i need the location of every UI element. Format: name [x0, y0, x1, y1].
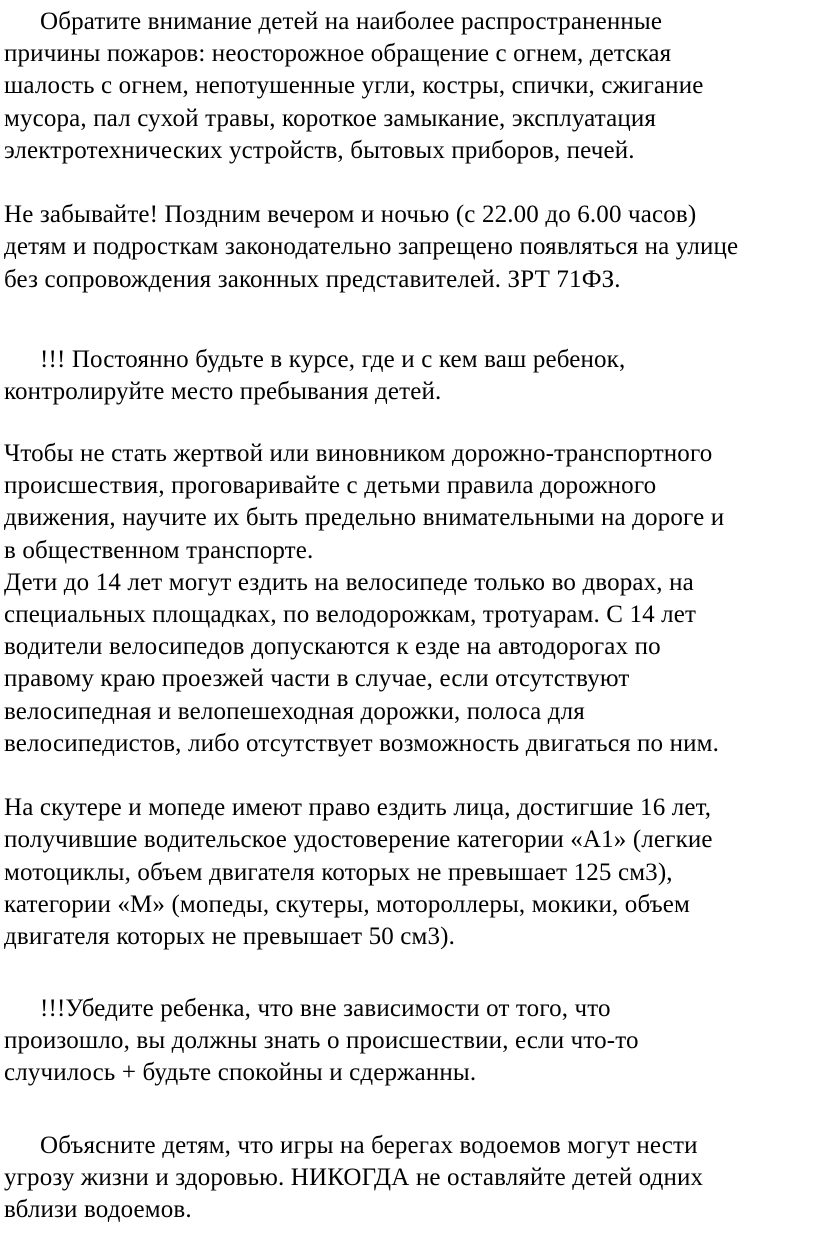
paragraph-spacer [4, 953, 816, 993]
paragraph-curfew [4, 199, 816, 296]
text-line: Не забывайте! Поздним вечером и ночью (с 22.00 до 6.00 часов) [4, 201, 697, 229]
text-line: правому краю проезжей части в случае, если отсутствуют [4, 665, 630, 693]
text-line: категории «М» (мопеды, скутеры, мотороллеры, мокики, объем [4, 890, 690, 918]
paragraph-stay-informed [4, 344, 816, 408]
text-line: угрозу жизни и здоровью. НИКОГДА не оставляйте детей одних [4, 1163, 704, 1191]
text-line: случилось + будьте спокойны и сдержанны. [4, 1059, 477, 1087]
text-line: мотоциклы, объем двигателя которых не превышает 125 см3), [4, 858, 673, 886]
text-line: контролируйте место пребывания детей. [4, 377, 442, 405]
document-page [4, 6, 816, 1226]
text-line: велосипедистов, либо отсутствует возможность двигаться по ним. [4, 729, 720, 757]
paragraph-spacer [4, 167, 816, 199]
paragraph-spacer [4, 760, 816, 792]
text-line: специальных площадках, по велодорожкам, тротуарам. С 14 лет [4, 601, 697, 628]
text-line: детям и подросткам законодательно запрещено появляться на улице [4, 233, 739, 261]
text-line: Объясните детям, что игры на берегах водоемов могут нести [40, 1131, 698, 1159]
paragraph-reassure-child [4, 993, 816, 1090]
text-line: без сопровождения законных представителей. ЗРТ 71ФЗ. [4, 265, 621, 293]
text-line: Чтобы не стать жертвой или виновником дорожно-транспортного [4, 440, 713, 468]
text-line: электротехнических устройств, бытовых приборов, печей. [4, 136, 635, 164]
text-line: происшествия, проговаривайте с детьми правила дорожного [4, 472, 657, 500]
paragraph-spacer [4, 1090, 816, 1130]
text-line: велосипедная и велопешеходная дорожки, полоса для [4, 697, 585, 725]
text-line: водители велосипедов допускаются к езде на автодорогах по [4, 633, 661, 661]
text-line: причины пожаров: неосторожное обращение с огнем, детская [4, 40, 672, 68]
text-line: шалость с огнем, непотушенные угли, костры, спички, сжигание [4, 72, 704, 100]
text-line: !!!Убедите ребенка, что вне зависимости от того, что [40, 995, 611, 1023]
paragraph-water-safety [4, 1130, 816, 1227]
text-line: получившие водительское удостоверение категории «А1» (легкие [4, 826, 713, 854]
text-line: На скутере и мопеде имеют право ездить лица, достигшие 16 лет, [4, 794, 712, 822]
text-line: !!! Постоянно будьте в курсе, где и с кем ваш ребенок, [40, 345, 626, 373]
text-line: произошло, вы должны знать о происшествии, если что-то [4, 1027, 639, 1055]
text-line: двигателя которых не превышает 50 см3). [4, 922, 456, 950]
paragraph-fire-causes [4, 6, 816, 167]
paragraph-spacer [4, 296, 816, 344]
paragraph-scooter-moped [4, 792, 816, 953]
text-line: Дети до 14 лет могут ездить на велосипеде только во дворах, на [4, 568, 694, 596]
paragraph-spacer [4, 408, 816, 438]
text-line: Обратите внимание детей на наиболее распространенные [40, 8, 663, 35]
text-line: движения, научите их быть предельно внимательными на дороге и [4, 504, 725, 532]
text-line: в общественном транспорте. [4, 536, 314, 564]
paragraph-road-safety [4, 438, 816, 760]
text-line: мусора, пал сухой травы, короткое замыкание, эксплуатация [4, 104, 657, 132]
text-line: вблизи водоемов. [4, 1196, 192, 1223]
